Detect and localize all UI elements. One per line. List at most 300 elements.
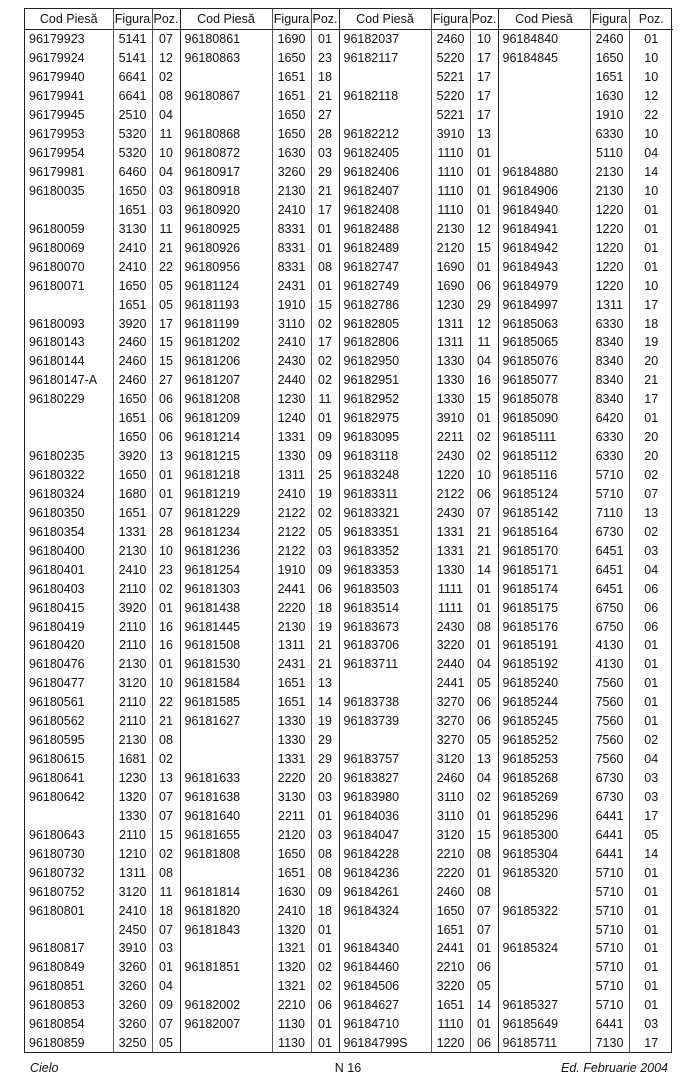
table-row bbox=[25, 958, 673, 977]
cell-poz: 22 bbox=[152, 693, 180, 712]
cell-figura: 6330 bbox=[590, 125, 629, 144]
cell-poz: 01 bbox=[311, 806, 339, 825]
cell-cod-piesa: 96181843 bbox=[180, 920, 272, 939]
cell-cod-piesa: 96184906 bbox=[498, 182, 590, 201]
cell-figura: 8340 bbox=[590, 333, 629, 352]
cell-figura: 2430 bbox=[431, 617, 470, 636]
cell-poz: 07 bbox=[629, 485, 673, 504]
cell-poz: 27 bbox=[152, 371, 180, 390]
cell-poz: 06 bbox=[152, 390, 180, 409]
header-cod-piesa: Cod Piesă bbox=[498, 9, 590, 30]
cell-cod-piesa bbox=[180, 977, 272, 996]
cell-poz: 03 bbox=[629, 788, 673, 807]
cell-cod-piesa: 96185175 bbox=[498, 598, 590, 617]
cell-figura: 6330 bbox=[590, 314, 629, 333]
cell-figura: 5710 bbox=[590, 939, 629, 958]
cell-cod-piesa: 96183352 bbox=[339, 541, 431, 560]
cell-figura: 3120 bbox=[431, 825, 470, 844]
cell-cod-piesa: 96180817 bbox=[29, 941, 85, 956]
cell-figura: 2110 bbox=[113, 617, 152, 636]
cell-poz: 01 bbox=[311, 939, 339, 958]
cell-figura: 3110 bbox=[431, 806, 470, 825]
cell-poz: 01 bbox=[470, 939, 498, 958]
cell-cod-piesa: 96180859 bbox=[29, 1036, 85, 1051]
cell-figura: 2450 bbox=[113, 920, 152, 939]
table-row bbox=[25, 163, 673, 182]
cell-poz: 12 bbox=[152, 49, 180, 68]
cell-poz: 01 bbox=[470, 863, 498, 882]
cell-figura: 1111 bbox=[431, 579, 470, 598]
cell-cod-piesa: 96185192 bbox=[498, 655, 590, 674]
header-poz: Poz. bbox=[629, 9, 673, 30]
cell-figura: 1651 bbox=[272, 87, 311, 106]
cell-figura: 3220 bbox=[431, 977, 470, 996]
cell-cod-piesa bbox=[180, 939, 272, 958]
cell-cod-piesa: 96185063 bbox=[498, 314, 590, 333]
cell-figura: 2410 bbox=[113, 257, 152, 276]
cell-poz: 23 bbox=[311, 49, 339, 68]
cell-figura: 1110 bbox=[431, 144, 470, 163]
cell-poz: 03 bbox=[311, 144, 339, 163]
cell-poz: 21 bbox=[311, 636, 339, 655]
cell-cod-piesa: 96183738 bbox=[339, 693, 431, 712]
cell-cod-piesa: 96182117 bbox=[339, 49, 431, 68]
cell-cod-piesa: 96185176 bbox=[498, 617, 590, 636]
cell-poz: 17 bbox=[629, 295, 673, 314]
cell-cod-piesa: 96185327 bbox=[498, 996, 590, 1015]
cell-figura: 1630 bbox=[272, 144, 311, 163]
cell-poz: 28 bbox=[311, 125, 339, 144]
cell-figura: 1311 bbox=[590, 295, 629, 314]
cell-cod-piesa: 96181508 bbox=[180, 636, 272, 655]
cell-figura: 2220 bbox=[272, 769, 311, 788]
cell-poz: 17 bbox=[470, 106, 498, 125]
cell-poz: 01 bbox=[629, 257, 673, 276]
cell-figura: 2410 bbox=[272, 901, 311, 920]
cell-cod-piesa: 96180322 bbox=[29, 468, 85, 483]
cell-figura: 1220 bbox=[431, 466, 470, 485]
cell-figura: 1331 bbox=[431, 522, 470, 541]
cell-cod-piesa: 96183757 bbox=[339, 750, 431, 769]
cell-cod-piesa: 96180070 bbox=[29, 259, 85, 274]
cell-poz: 19 bbox=[629, 333, 673, 352]
cell-figura: 2122 bbox=[272, 541, 311, 560]
cell-poz: 15 bbox=[470, 390, 498, 409]
cell-cod-piesa: 96182405 bbox=[339, 144, 431, 163]
cell-poz: 06 bbox=[470, 485, 498, 504]
cell-poz: 10 bbox=[629, 276, 673, 295]
cell-poz: 17 bbox=[152, 314, 180, 333]
cell-figura: 3260 bbox=[113, 1015, 152, 1034]
cell-poz: 02 bbox=[470, 428, 498, 447]
cell-figura: 1320 bbox=[272, 920, 311, 939]
cell-poz: 01 bbox=[152, 466, 180, 485]
cell-poz: 01 bbox=[311, 1034, 339, 1053]
cell-figura: 2122 bbox=[431, 485, 470, 504]
cell-cod-piesa: 96183739 bbox=[339, 712, 431, 731]
cell-cod-piesa: 96179945 bbox=[29, 108, 85, 123]
cell-figura: 7560 bbox=[590, 674, 629, 693]
cell-cod-piesa: 96184840 bbox=[498, 30, 590, 49]
cell-figura: 1330 bbox=[431, 560, 470, 579]
cell-poz: 02 bbox=[311, 977, 339, 996]
cell-figura: 2460 bbox=[431, 769, 470, 788]
cell-poz: 01 bbox=[152, 485, 180, 504]
cell-figura: 2410 bbox=[113, 238, 152, 257]
cell-figura: 2110 bbox=[113, 712, 152, 731]
cell-cod-piesa: 96182488 bbox=[339, 219, 431, 238]
cell-poz: 04 bbox=[152, 106, 180, 125]
cell-figura: 7110 bbox=[590, 503, 629, 522]
cell-poz: 16 bbox=[152, 617, 180, 636]
cell-cod-piesa: 96180561 bbox=[29, 695, 85, 710]
cell-cod-piesa: 96181438 bbox=[180, 598, 272, 617]
cell-poz: 04 bbox=[470, 769, 498, 788]
cell-figura: 1651 bbox=[113, 409, 152, 428]
cell-poz: 15 bbox=[152, 825, 180, 844]
cell-figura: 1110 bbox=[431, 163, 470, 182]
cell-figura: 1220 bbox=[590, 238, 629, 257]
cell-poz: 08 bbox=[152, 87, 180, 106]
cell-poz: 01 bbox=[629, 996, 673, 1015]
table-row bbox=[25, 806, 673, 825]
cell-cod-piesa: 96181208 bbox=[180, 390, 272, 409]
cell-poz: 05 bbox=[470, 977, 498, 996]
cell-figura: 1321 bbox=[272, 939, 311, 958]
cell-figura: 1220 bbox=[590, 276, 629, 295]
cell-figura: 1220 bbox=[590, 257, 629, 276]
cell-poz: 10 bbox=[470, 466, 498, 485]
cell-figura: 1331 bbox=[431, 541, 470, 560]
cell-cod-piesa: 96179954 bbox=[29, 146, 85, 161]
cell-cod-piesa: 96184942 bbox=[498, 238, 590, 257]
header-poz: Poz. bbox=[470, 9, 498, 30]
cell-poz: 01 bbox=[311, 219, 339, 238]
cell-poz: 06 bbox=[152, 409, 180, 428]
cell-cod-piesa: 96185124 bbox=[498, 485, 590, 504]
cell-poz: 11 bbox=[152, 219, 180, 238]
table-row bbox=[25, 466, 673, 485]
cell-cod-piesa bbox=[339, 674, 431, 693]
cell-cod-piesa: 96182212 bbox=[339, 125, 431, 144]
cell-cod-piesa: 96184047 bbox=[339, 825, 431, 844]
cell-figura: 1650 bbox=[431, 901, 470, 920]
parts-table bbox=[25, 9, 673, 1053]
table-row bbox=[25, 1034, 673, 1053]
cell-cod-piesa: 96182406 bbox=[339, 163, 431, 182]
cell-poz: 11 bbox=[311, 390, 339, 409]
cell-poz: 01 bbox=[311, 30, 339, 49]
cell-poz: 01 bbox=[152, 655, 180, 674]
cell-cod-piesa: 96183514 bbox=[339, 598, 431, 617]
cell-figura: 2430 bbox=[431, 447, 470, 466]
cell-figura: 2211 bbox=[272, 806, 311, 825]
cell-poz: 10 bbox=[152, 541, 180, 560]
cell-poz: 01 bbox=[629, 238, 673, 257]
cell-cod-piesa: 96181445 bbox=[180, 617, 272, 636]
cell-cod-piesa: 96185065 bbox=[498, 333, 590, 352]
table-row bbox=[25, 882, 673, 901]
cell-poz: 21 bbox=[470, 541, 498, 560]
cell-cod-piesa: 96180956 bbox=[180, 257, 272, 276]
cell-poz: 01 bbox=[152, 598, 180, 617]
cell-figura: 2430 bbox=[431, 503, 470, 522]
cell-figura: 5710 bbox=[590, 882, 629, 901]
cell-figura: 3110 bbox=[431, 788, 470, 807]
cell-poz: 01 bbox=[629, 977, 673, 996]
cell-figura: 3910 bbox=[113, 939, 152, 958]
cell-figura: 3260 bbox=[272, 163, 311, 182]
cell-figura: 3920 bbox=[113, 598, 152, 617]
cell-figura: 6750 bbox=[590, 617, 629, 636]
cell-figura: 2130 bbox=[272, 617, 311, 636]
table-row bbox=[25, 1015, 673, 1034]
cell-figura: 7560 bbox=[590, 750, 629, 769]
cell-figura: 5221 bbox=[431, 106, 470, 125]
cell-cod-piesa: 96182950 bbox=[339, 352, 431, 371]
cell-cod-piesa bbox=[498, 87, 590, 106]
table-row bbox=[25, 447, 673, 466]
cell-poz: 01 bbox=[470, 409, 498, 428]
cell-poz: 17 bbox=[470, 68, 498, 87]
cell-cod-piesa: 96182407 bbox=[339, 182, 431, 201]
cell-poz: 21 bbox=[311, 182, 339, 201]
table-row bbox=[25, 428, 673, 447]
cell-cod-piesa: 96181851 bbox=[180, 958, 272, 977]
cell-figura: 3130 bbox=[272, 788, 311, 807]
cell-poz: 17 bbox=[629, 390, 673, 409]
cell-cod-piesa: 96180615 bbox=[29, 752, 85, 767]
cell-poz: 13 bbox=[470, 750, 498, 769]
cell-poz: 05 bbox=[152, 295, 180, 314]
cell-poz: 01 bbox=[470, 598, 498, 617]
table-row bbox=[25, 87, 673, 106]
cell-cod-piesa: 96181633 bbox=[180, 769, 272, 788]
table-row bbox=[25, 219, 673, 238]
cell-figura: 1210 bbox=[113, 844, 152, 863]
cell-figura: 5710 bbox=[590, 863, 629, 882]
cell-figura: 5710 bbox=[590, 977, 629, 996]
cell-cod-piesa: 96182007 bbox=[180, 1015, 272, 1034]
cell-cod-piesa bbox=[339, 920, 431, 939]
cell-poz: 18 bbox=[311, 68, 339, 87]
cell-figura: 2130 bbox=[590, 182, 629, 201]
cell-cod-piesa: 96180324 bbox=[29, 486, 85, 501]
cell-cod-piesa: 96180562 bbox=[29, 714, 85, 729]
cell-figura: 1910 bbox=[272, 560, 311, 579]
cell-cod-piesa bbox=[498, 977, 590, 996]
cell-poz: 06 bbox=[152, 428, 180, 447]
cell-cod-piesa: 96181808 bbox=[180, 844, 272, 863]
cell-poz: 12 bbox=[470, 314, 498, 333]
cell-cod-piesa: 96180354 bbox=[29, 524, 85, 539]
cell-cod-piesa: 96181219 bbox=[180, 485, 272, 504]
cell-figura: 1331 bbox=[272, 428, 311, 447]
cell-cod-piesa bbox=[25, 920, 113, 939]
cell-cod-piesa: 96184710 bbox=[339, 1015, 431, 1034]
cell-figura: 6330 bbox=[590, 428, 629, 447]
cell-poz: 07 bbox=[152, 503, 180, 522]
cell-poz: 03 bbox=[629, 541, 673, 560]
cell-cod-piesa: 96181820 bbox=[180, 901, 272, 920]
cell-cod-piesa: 96185245 bbox=[498, 712, 590, 731]
cell-cod-piesa: 96185112 bbox=[498, 447, 590, 466]
cell-poz: 25 bbox=[311, 466, 339, 485]
cell-figura: 1651 bbox=[113, 295, 152, 314]
cell-cod-piesa: 96184324 bbox=[339, 901, 431, 920]
cell-cod-piesa: 96181814 bbox=[180, 882, 272, 901]
cell-cod-piesa: 96184799S bbox=[339, 1034, 431, 1053]
cell-poz: 01 bbox=[629, 674, 673, 693]
header-cod-piesa: Cod Piesă bbox=[25, 9, 113, 30]
table-row bbox=[25, 333, 673, 352]
cell-figura: 7560 bbox=[590, 712, 629, 731]
cell-figura: 2431 bbox=[272, 655, 311, 674]
cell-cod-piesa: 96181193 bbox=[180, 295, 272, 314]
cell-poz: 18 bbox=[311, 598, 339, 617]
cell-figura: 5320 bbox=[113, 125, 152, 144]
cell-poz: 06 bbox=[311, 579, 339, 598]
cell-poz: 16 bbox=[152, 636, 180, 655]
cell-poz: 17 bbox=[311, 333, 339, 352]
cell-cod-piesa: 96184460 bbox=[339, 958, 431, 977]
cell-cod-piesa: 96185711 bbox=[498, 1034, 590, 1053]
cell-figura: 5220 bbox=[431, 49, 470, 68]
cell-cod-piesa bbox=[498, 882, 590, 901]
header-poz: Poz. bbox=[311, 9, 339, 30]
cell-figura: 2441 bbox=[431, 674, 470, 693]
cell-cod-piesa bbox=[25, 409, 113, 428]
cell-cod-piesa: 96180143 bbox=[29, 335, 85, 350]
cell-poz: 18 bbox=[311, 901, 339, 920]
cell-cod-piesa bbox=[180, 68, 272, 87]
cell-poz: 03 bbox=[311, 541, 339, 560]
cell-figura: 5141 bbox=[113, 49, 152, 68]
cell-poz: 07 bbox=[152, 1015, 180, 1034]
cell-cod-piesa: 96182749 bbox=[339, 276, 431, 295]
cell-poz: 08 bbox=[470, 617, 498, 636]
table-row bbox=[25, 352, 673, 371]
cell-poz: 01 bbox=[311, 1015, 339, 1034]
cell-poz: 02 bbox=[311, 503, 339, 522]
cell-cod-piesa: 96182952 bbox=[339, 390, 431, 409]
cell-poz: 01 bbox=[629, 655, 673, 674]
table-row bbox=[25, 693, 673, 712]
cell-cod-piesa: 96185170 bbox=[498, 541, 590, 560]
cell-figura: 1630 bbox=[590, 87, 629, 106]
cell-poz: 02 bbox=[152, 579, 180, 598]
cell-figura: 1690 bbox=[272, 30, 311, 49]
header-figura: Figura bbox=[590, 9, 629, 30]
cell-cod-piesa: 96184941 bbox=[498, 219, 590, 238]
cell-cod-piesa: 96185191 bbox=[498, 636, 590, 655]
cell-cod-piesa: 96182489 bbox=[339, 238, 431, 257]
cell-poz: 13 bbox=[152, 447, 180, 466]
cell-cod-piesa: 96180801 bbox=[29, 903, 85, 918]
cell-figura: 1910 bbox=[272, 295, 311, 314]
cell-cod-piesa: 96185268 bbox=[498, 769, 590, 788]
cell-cod-piesa: 96180853 bbox=[29, 998, 85, 1013]
cell-cod-piesa: 96185324 bbox=[498, 939, 590, 958]
cell-poz: 17 bbox=[629, 806, 673, 825]
cell-poz: 01 bbox=[470, 579, 498, 598]
cell-figura: 3260 bbox=[113, 996, 152, 1015]
cell-cod-piesa: 96185304 bbox=[498, 844, 590, 863]
cell-cod-piesa: 96182975 bbox=[339, 409, 431, 428]
cell-poz: 06 bbox=[629, 598, 673, 617]
cell-figura: 1650 bbox=[113, 390, 152, 409]
cell-figura: 2130 bbox=[272, 182, 311, 201]
header-figura: Figura bbox=[272, 9, 311, 30]
cell-figura: 2120 bbox=[272, 825, 311, 844]
cell-cod-piesa: 96181214 bbox=[180, 428, 272, 447]
cell-cod-piesa: 96180071 bbox=[29, 278, 85, 293]
cell-poz: 17 bbox=[470, 87, 498, 106]
cell-poz: 06 bbox=[629, 579, 673, 598]
cell-poz: 03 bbox=[629, 1015, 673, 1034]
cell-figura: 6641 bbox=[113, 87, 152, 106]
cell-figura: 5710 bbox=[590, 466, 629, 485]
cell-figura: 1331 bbox=[272, 750, 311, 769]
cell-figura: 2410 bbox=[272, 485, 311, 504]
cell-cod-piesa: 96182002 bbox=[180, 996, 272, 1015]
cell-cod-piesa: 96185111 bbox=[498, 428, 590, 447]
cell-figura: 2110 bbox=[113, 636, 152, 655]
cell-cod-piesa: 96183711 bbox=[339, 655, 431, 674]
cell-poz: 04 bbox=[152, 977, 180, 996]
cell-cod-piesa: 96180926 bbox=[180, 238, 272, 257]
cell-poz: 14 bbox=[470, 560, 498, 579]
cell-poz: 21 bbox=[311, 655, 339, 674]
header-cod-piesa: Cod Piesă bbox=[339, 9, 431, 30]
cell-poz: 21 bbox=[470, 522, 498, 541]
cell-poz: 03 bbox=[311, 825, 339, 844]
cell-figura: 6641 bbox=[113, 68, 152, 87]
cell-figura: 1681 bbox=[113, 750, 152, 769]
cell-cod-piesa: 96180477 bbox=[29, 676, 85, 691]
header-poz: Poz. bbox=[152, 9, 180, 30]
cell-figura: 3270 bbox=[431, 712, 470, 731]
cell-cod-piesa: 96182037 bbox=[339, 30, 431, 49]
cell-poz: 13 bbox=[311, 674, 339, 693]
cell-poz: 01 bbox=[629, 409, 673, 428]
cell-poz: 07 bbox=[470, 901, 498, 920]
cell-cod-piesa: 96181199 bbox=[180, 314, 272, 333]
cell-figura: 1220 bbox=[590, 219, 629, 238]
cell-poz: 21 bbox=[311, 87, 339, 106]
cell-cod-piesa bbox=[180, 106, 272, 125]
cell-figura: 8340 bbox=[590, 352, 629, 371]
cell-cod-piesa: 96185322 bbox=[498, 901, 590, 920]
cell-figura: 3120 bbox=[113, 882, 152, 901]
cell-poz: 08 bbox=[470, 882, 498, 901]
cell-figura: 5220 bbox=[431, 87, 470, 106]
cell-poz: 07 bbox=[470, 503, 498, 522]
cell-figura: 2130 bbox=[431, 219, 470, 238]
cell-poz: 17 bbox=[470, 49, 498, 68]
cell-poz: 07 bbox=[152, 30, 180, 49]
cell-poz: 06 bbox=[311, 996, 339, 1015]
cell-poz: 12 bbox=[629, 87, 673, 106]
cell-cod-piesa: 96180872 bbox=[180, 144, 272, 163]
cell-poz: 01 bbox=[629, 920, 673, 939]
cell-cod-piesa: 96181254 bbox=[180, 560, 272, 579]
cell-poz: 01 bbox=[311, 409, 339, 428]
cell-poz: 01 bbox=[470, 144, 498, 163]
cell-figura: 1330 bbox=[272, 447, 311, 466]
cell-poz: 28 bbox=[152, 522, 180, 541]
cell-cod-piesa: 96180868 bbox=[180, 125, 272, 144]
